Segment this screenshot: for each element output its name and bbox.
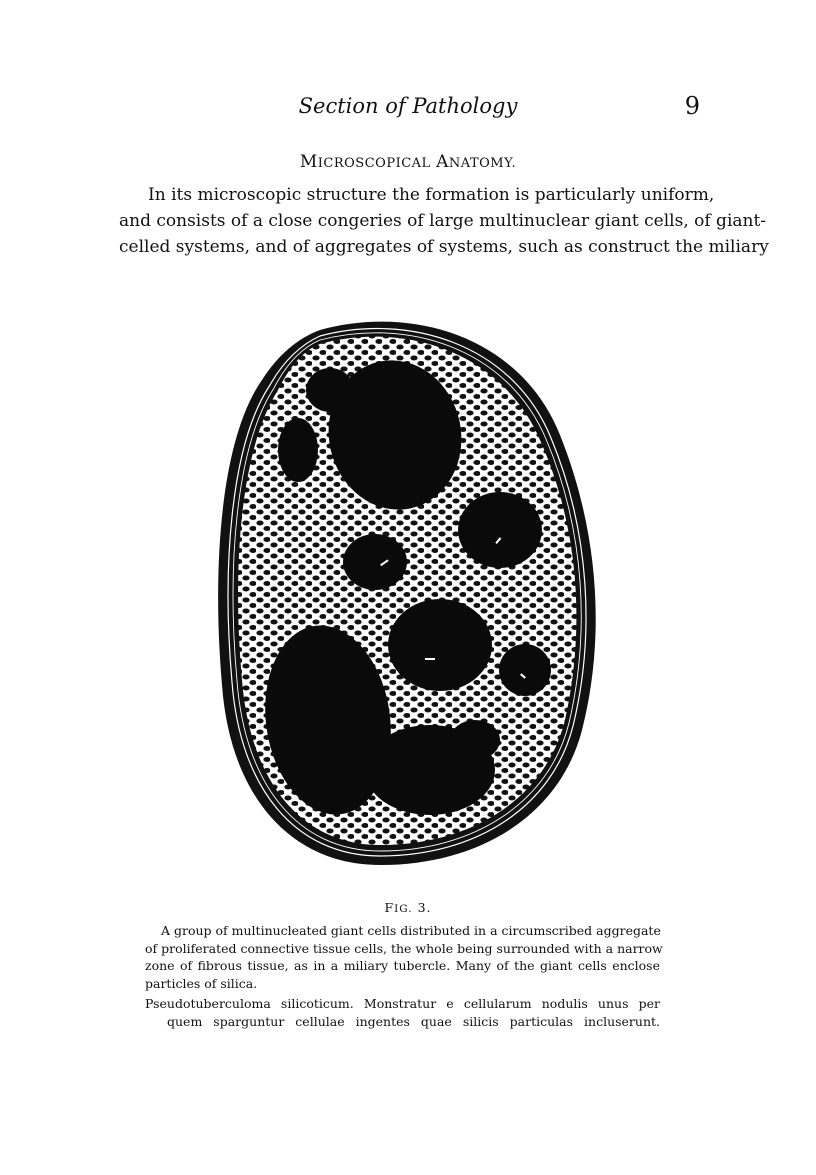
page-number: 9 <box>684 92 700 120</box>
section-heading <box>0 152 816 172</box>
caption-line: particles of silica. <box>145 975 258 991</box>
figure-label <box>0 900 816 915</box>
caption-english <box>145 922 663 992</box>
body-line: and consists of a close congeries of large multinuclear giant cells, of giant- <box>119 211 767 231</box>
body-line: celled systems, and of aggregates of systems, such as construct the miliary <box>119 237 769 257</box>
caption-latin-line: Pseudotuberculoma silicoticum. Monstratur e cellularum nodulis unus per <box>145 996 660 1011</box>
caption-line: A group of multinucleated giant cells distributed in a circumscribed aggregate <box>161 923 661 938</box>
microscopic-section-illustration <box>200 300 620 885</box>
body-line: In its microscopic structure the formation is particularly uniform, <box>148 185 715 205</box>
heading-initial-1: M <box>299 152 318 172</box>
caption-latin <box>145 995 660 1030</box>
heading-rest-2: NATOMY. <box>448 156 517 171</box>
figure-number: 3. <box>417 900 432 915</box>
running-title: Section of Pathology <box>298 94 518 118</box>
body-paragraph <box>119 182 769 260</box>
running-head <box>0 92 816 124</box>
illustration-svg <box>200 300 620 885</box>
caption-line: of proliferated connective tissue cells, the whole being surrounded with a narrow <box>145 940 663 956</box>
figure-label-initial: F <box>384 900 395 915</box>
heading-initial-2: A <box>436 152 449 172</box>
caption-latin-line: quem sparguntur cellulae ingentes quae silicis particulas incluserunt. <box>167 1013 660 1029</box>
figure-label-rest: IG. <box>394 903 413 915</box>
caption-line: zone of fibrous tissue, as in a miliary tubercle. Many of the giant cells enclose <box>145 958 660 973</box>
heading-rest-1: ICROSCOPICAL <box>317 156 431 171</box>
